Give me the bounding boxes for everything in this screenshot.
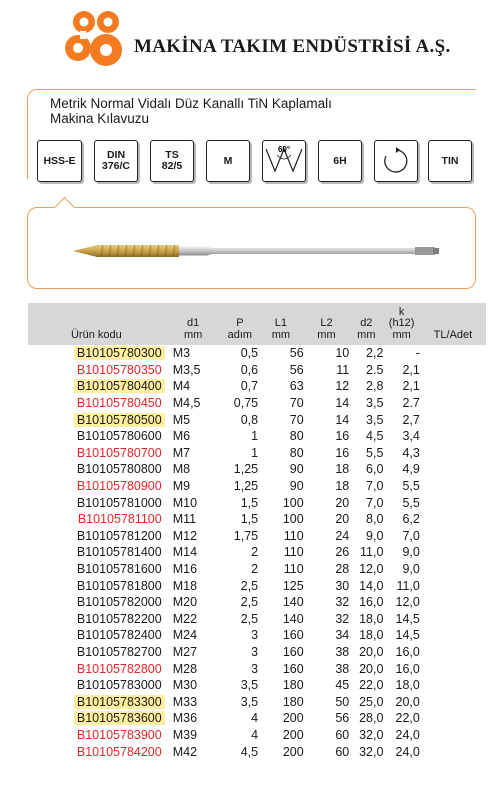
metric-badge	[206, 140, 250, 182]
cell-price	[420, 644, 486, 661]
cell-product-code	[28, 528, 165, 545]
cell-l1: 140	[282, 595, 304, 610]
cell-l1: 56	[289, 362, 304, 377]
product-code: B10105782000	[76, 595, 162, 610]
cell-l2: 20	[335, 495, 350, 510]
cell-d1: M11	[172, 512, 197, 527]
cell-d1: M5	[172, 412, 191, 427]
cell-pitch: 4	[251, 727, 259, 742]
product-code: B10105780900	[76, 479, 162, 494]
table-row	[28, 411, 486, 428]
cell-pitch: 0,8	[240, 412, 259, 427]
rotation-badge	[374, 140, 418, 182]
cell-l2: 12	[335, 379, 350, 394]
brand-header	[62, 10, 451, 70]
cell-l1: 80	[289, 429, 304, 444]
cell-d2: 32,0	[359, 727, 384, 742]
cell-d2: 28,0	[359, 711, 384, 726]
product-code: B10105780450	[76, 396, 162, 411]
cell-d2: 2.5	[366, 362, 384, 377]
cell-price	[420, 528, 486, 545]
cell-product-code	[28, 378, 165, 395]
cell-d2: 18,0	[359, 611, 384, 626]
header-d1: d1 mm	[165, 303, 222, 345]
cell-k: 24,0	[395, 744, 420, 759]
cell-product-code	[28, 345, 165, 362]
cell-l1: 63	[289, 379, 304, 394]
table-row	[28, 644, 486, 661]
product-code: B10105781000	[76, 495, 162, 510]
cell-k: -	[415, 346, 420, 361]
cell-price	[420, 378, 486, 395]
cell-price	[420, 544, 486, 561]
table-row	[28, 727, 486, 744]
cell-d2: 14,0	[359, 578, 384, 593]
cell-product-code	[28, 660, 165, 677]
table-row	[28, 611, 486, 628]
cell-k: 2,7	[402, 412, 420, 427]
cell-d2: 20,0	[359, 644, 384, 659]
cell-d2: 18,0	[359, 628, 384, 643]
din-value: 376/C	[101, 160, 131, 172]
cell-d1: M12	[172, 528, 198, 543]
cell-pitch: 1	[251, 445, 259, 460]
cell-d1: M9	[172, 479, 191, 494]
clockwise-rotation-icon	[381, 146, 411, 176]
cell-price	[420, 611, 486, 628]
cell-k: 14,5	[395, 611, 420, 626]
din-label: DIN	[106, 149, 126, 161]
product-code: B10105780300	[74, 346, 165, 360]
cell-d2: 32,0	[359, 744, 384, 759]
cell-price	[420, 577, 486, 594]
table-row	[28, 345, 486, 362]
header-tl: TL/Adet	[420, 303, 486, 345]
product-code: B10105780600	[76, 429, 162, 444]
tolerance-badge	[318, 140, 362, 182]
cell-price	[420, 660, 486, 677]
table-row	[28, 445, 486, 462]
table-row	[28, 594, 486, 611]
table-row	[28, 561, 486, 578]
cell-d1: M30	[172, 678, 198, 693]
table-header-row	[28, 303, 486, 345]
cell-pitch: 3,5	[240, 678, 259, 693]
cell-k: 7,0	[402, 528, 420, 543]
cell-l1: 110	[283, 562, 304, 577]
product-code: B10105782400	[76, 628, 162, 643]
cell-l1: 110	[283, 545, 304, 560]
cell-price	[420, 710, 486, 727]
cell-pitch: 3,5	[240, 694, 259, 709]
cell-l1: 140	[282, 611, 304, 626]
cell-d1: M6	[172, 429, 191, 444]
cell-price	[420, 362, 486, 379]
cell-k: 18,0	[395, 678, 420, 693]
product-spec-table	[28, 303, 486, 760]
table-row	[28, 494, 486, 511]
cell-k: 16,0	[395, 644, 420, 659]
cell-k: 2,1	[402, 362, 420, 377]
cell-price	[420, 727, 486, 744]
cell-l2: 38	[335, 661, 350, 676]
cell-d1: M8	[172, 462, 191, 477]
cell-product-code	[28, 494, 165, 511]
cell-d1: M36	[172, 711, 198, 726]
thread-angle-badge	[262, 140, 306, 182]
product-code: B10105782700	[76, 644, 162, 659]
cell-pitch: 1,75	[233, 528, 259, 543]
company-logo-icon	[62, 10, 130, 70]
cell-d2: 9,0	[366, 528, 384, 543]
cell-l1: 90	[289, 479, 304, 494]
cell-d2: 12,0	[359, 562, 384, 577]
header-d2: d2 mm	[349, 303, 383, 345]
cell-product-code	[28, 644, 165, 661]
cell-k: 9,0	[402, 562, 420, 577]
cell-l2: 32	[335, 611, 350, 626]
cell-l1: 56	[289, 346, 304, 361]
cell-l1: 180	[282, 678, 304, 693]
cell-l2: 16	[335, 445, 350, 460]
cell-product-code	[28, 478, 165, 495]
cell-pitch: 2,5	[240, 595, 259, 610]
cell-pitch: 2	[251, 545, 259, 560]
cell-product-code	[28, 362, 165, 379]
cell-price	[420, 461, 486, 478]
cell-pitch: 1,5	[240, 495, 259, 510]
cell-product-code	[28, 511, 165, 528]
cell-d2: 22,0	[359, 678, 384, 693]
cell-l1: 125	[282, 578, 304, 593]
cell-k: 20,0	[395, 694, 420, 709]
coating-label: TIN	[441, 154, 459, 167]
cell-k: 2,1	[402, 379, 420, 394]
cell-l2: 56	[335, 711, 350, 726]
cell-d1: M7	[172, 445, 191, 460]
cell-price	[420, 345, 486, 362]
product-code: B10105783000	[76, 678, 162, 693]
ts-value: 82/5	[161, 160, 183, 172]
cell-d2: 20,0	[359, 661, 384, 676]
material-badge	[37, 140, 82, 182]
ts-label: TS	[165, 149, 179, 161]
tolerance-label: 6H	[333, 154, 347, 167]
cell-l1: 160	[282, 628, 304, 643]
cell-product-code	[28, 611, 165, 628]
cell-product-code	[28, 395, 165, 412]
cell-d1: M3,5	[172, 362, 201, 377]
cell-product-code	[28, 411, 165, 428]
cell-k: 6,2	[402, 512, 420, 527]
cell-k: 2.7	[402, 396, 420, 411]
cell-product-code	[28, 710, 165, 727]
cell-price	[420, 594, 486, 611]
product-code: B10105783900	[76, 727, 162, 742]
cell-d2: 11,0	[360, 545, 384, 560]
cell-k: 4,9	[402, 462, 420, 477]
ts-badge	[150, 140, 194, 182]
cell-d1: M4	[172, 379, 191, 394]
cell-d1: M24	[172, 628, 198, 643]
cell-d1: M14	[172, 545, 198, 560]
cell-d1: M22	[172, 611, 198, 626]
header-l2: L2 mm	[304, 303, 350, 345]
cell-l2: 34	[335, 628, 350, 643]
cell-l1: 180	[282, 694, 304, 709]
cell-price	[420, 743, 486, 760]
cell-price	[420, 627, 486, 644]
cell-d1: M28	[172, 661, 198, 676]
header-l1: L1 mm	[258, 303, 304, 345]
cell-d2: 4,5	[366, 429, 384, 444]
coating-badge	[428, 140, 472, 182]
table-row	[28, 395, 486, 412]
cell-d1: M18	[172, 578, 198, 593]
product-code: B10105781100	[77, 512, 162, 527]
cell-product-code	[28, 577, 165, 594]
cell-l2: 60	[335, 744, 350, 759]
material-label: HSS-E	[43, 154, 76, 167]
cell-pitch: 0,7	[240, 379, 259, 394]
cell-product-code	[28, 561, 165, 578]
thread-angle-label: 60°	[277, 145, 291, 154]
cell-d1: M16	[172, 562, 198, 577]
cell-d2: 8,0	[366, 512, 384, 527]
tap-tool-illustration	[67, 236, 447, 266]
table-row	[28, 743, 486, 760]
cell-pitch: 1,25	[233, 462, 259, 477]
cell-l1: 70	[289, 396, 304, 411]
cell-l2: 16	[335, 429, 350, 444]
cell-pitch: 3	[251, 644, 259, 659]
cell-d2: 3,5	[366, 396, 384, 411]
table-row	[28, 710, 486, 727]
metric-label: M	[223, 154, 233, 167]
cell-d1: M20	[172, 595, 198, 610]
product-code: B10105781600	[76, 562, 162, 577]
product-code: B10105783300	[74, 695, 165, 709]
cell-l1: 200	[282, 711, 304, 726]
cell-product-code	[28, 445, 165, 462]
product-code: B10105781200	[76, 528, 162, 543]
cell-k: 24,0	[395, 727, 420, 742]
cell-product-code	[28, 461, 165, 478]
cell-l1: 110	[283, 528, 304, 543]
table-row	[28, 378, 486, 395]
cell-l2: 20	[335, 512, 350, 527]
table-row	[28, 428, 486, 445]
cell-k: 4,3	[402, 445, 420, 460]
cell-l2: 26	[335, 545, 350, 560]
cell-l1: 100	[282, 512, 304, 527]
cell-d2: 3,5	[366, 412, 384, 427]
cell-pitch: 1	[251, 429, 259, 444]
cell-d1: M10	[172, 495, 198, 510]
product-code: B10105782200	[76, 611, 162, 626]
cell-price	[420, 445, 486, 462]
table-row	[28, 478, 486, 495]
cell-d2: 16,0	[359, 595, 384, 610]
table-row	[28, 577, 486, 594]
cell-product-code	[28, 544, 165, 561]
table-row	[28, 627, 486, 644]
cell-l1: 80	[289, 445, 304, 460]
din-badge	[94, 140, 138, 182]
product-code: B10105782800	[76, 661, 162, 676]
cell-price	[420, 494, 486, 511]
product-code: B10105784200	[76, 744, 162, 759]
cell-d2: 25,0	[359, 694, 384, 709]
cell-l2: 30	[335, 578, 350, 593]
cell-product-code	[28, 743, 165, 760]
cell-d1: M42	[172, 744, 198, 759]
product-title-line1: Metrik Normal Vidalı Düz Kanallı TiN Kaplamalı	[50, 96, 332, 111]
product-title-line2: Makina Kılavuzu	[50, 111, 150, 126]
cell-l1: 160	[282, 661, 304, 676]
cell-product-code	[28, 677, 165, 694]
cell-pitch: 0,75	[233, 396, 259, 411]
cell-d2: 5,5	[366, 445, 384, 460]
header-k: k (h12) mm	[383, 303, 419, 345]
table-row	[28, 528, 486, 545]
cell-k: 5,5	[402, 495, 420, 510]
cell-k: 12,0	[395, 595, 420, 610]
cell-k: 11,0	[396, 578, 420, 593]
product-code: B10105780500	[74, 413, 165, 427]
cell-k: 22,0	[395, 711, 420, 726]
cell-pitch: 0,6	[240, 362, 259, 377]
cell-d1: M27	[172, 644, 198, 659]
cell-l2: 18	[335, 479, 350, 494]
cell-price	[420, 395, 486, 412]
cell-d1: M4,5	[172, 396, 201, 411]
cell-product-code	[28, 727, 165, 744]
header-p: P adım	[222, 303, 258, 345]
cell-price	[420, 478, 486, 495]
header-code: Ürün kodu	[28, 303, 165, 345]
cell-l2: 45	[335, 678, 350, 693]
table-row	[28, 660, 486, 677]
cell-price	[420, 561, 486, 578]
cell-pitch: 2	[251, 562, 259, 577]
table-row	[28, 461, 486, 478]
table-row	[28, 693, 486, 710]
cell-d2: 2,2	[366, 346, 384, 361]
cell-d2: 2,8	[366, 379, 384, 394]
cell-l2: 10	[335, 346, 350, 361]
cell-l2: 50	[335, 694, 350, 709]
cell-price	[420, 693, 486, 710]
cell-pitch: 2,5	[240, 578, 259, 593]
cell-k: 3,4	[402, 429, 420, 444]
spec-badges	[37, 140, 472, 190]
cell-product-code	[28, 693, 165, 710]
cell-d2: 6,0	[366, 462, 384, 477]
cell-product-code	[28, 428, 165, 445]
cell-d1: M3	[172, 346, 191, 361]
table-row	[28, 362, 486, 379]
cell-l2: 11	[336, 362, 350, 377]
product-code: B10105780800	[76, 462, 162, 477]
cell-price	[420, 428, 486, 445]
cell-l2: 14	[335, 396, 350, 411]
cell-pitch: 3	[251, 661, 259, 676]
cell-pitch: 4	[251, 711, 259, 726]
cell-l1: 200	[282, 744, 304, 759]
cell-pitch: 1,25	[233, 479, 259, 494]
cell-d1: M39	[172, 727, 198, 742]
cell-l1: 90	[289, 462, 304, 477]
product-title	[50, 96, 332, 126]
cell-l2: 60	[335, 727, 350, 742]
cell-l2: 32	[335, 595, 350, 610]
cell-l2: 24	[335, 528, 350, 543]
cell-pitch: 2,5	[240, 611, 259, 626]
cell-d2: 7,0	[366, 495, 384, 510]
cell-l2: 28	[335, 562, 350, 577]
cell-l1: 160	[282, 644, 304, 659]
cell-l1: 200	[282, 727, 304, 742]
table-row	[28, 544, 486, 561]
cell-l2: 38	[335, 644, 350, 659]
table-row	[28, 677, 486, 694]
cell-product-code	[28, 627, 165, 644]
product-code: B10105780700	[76, 445, 162, 460]
cell-price	[420, 511, 486, 528]
cell-l2: 18	[335, 462, 350, 477]
cell-d2: 7,0	[366, 479, 384, 494]
cell-price	[420, 677, 486, 694]
product-code: B10105781800	[76, 578, 162, 593]
cell-k: 5,5	[402, 479, 420, 494]
product-code: B10105780400	[74, 379, 165, 393]
company-name: MAKİNA TAKIM ENDÜSTRİSİ A.Ş.	[134, 36, 451, 57]
cell-price	[420, 411, 486, 428]
thread-angle-icon	[263, 141, 305, 181]
cell-l1: 100	[282, 495, 304, 510]
cell-l1: 70	[289, 412, 304, 427]
cell-k: 9,0	[402, 545, 420, 560]
cell-d1: M33	[172, 694, 198, 709]
product-code: B10105783600	[74, 711, 165, 725]
product-code: B10105780350	[76, 362, 162, 377]
product-code: B10105781400	[76, 545, 162, 560]
cell-l2: 14	[335, 412, 350, 427]
cell-k: 14,5	[395, 628, 420, 643]
cell-pitch: 1,5	[240, 512, 259, 527]
cell-pitch: 4,5	[240, 744, 259, 759]
cell-pitch: 3	[251, 628, 259, 643]
table-row	[28, 511, 486, 528]
cell-product-code	[28, 594, 165, 611]
cell-pitch: 0,5	[240, 346, 259, 361]
cell-k: 16,0	[395, 661, 420, 676]
